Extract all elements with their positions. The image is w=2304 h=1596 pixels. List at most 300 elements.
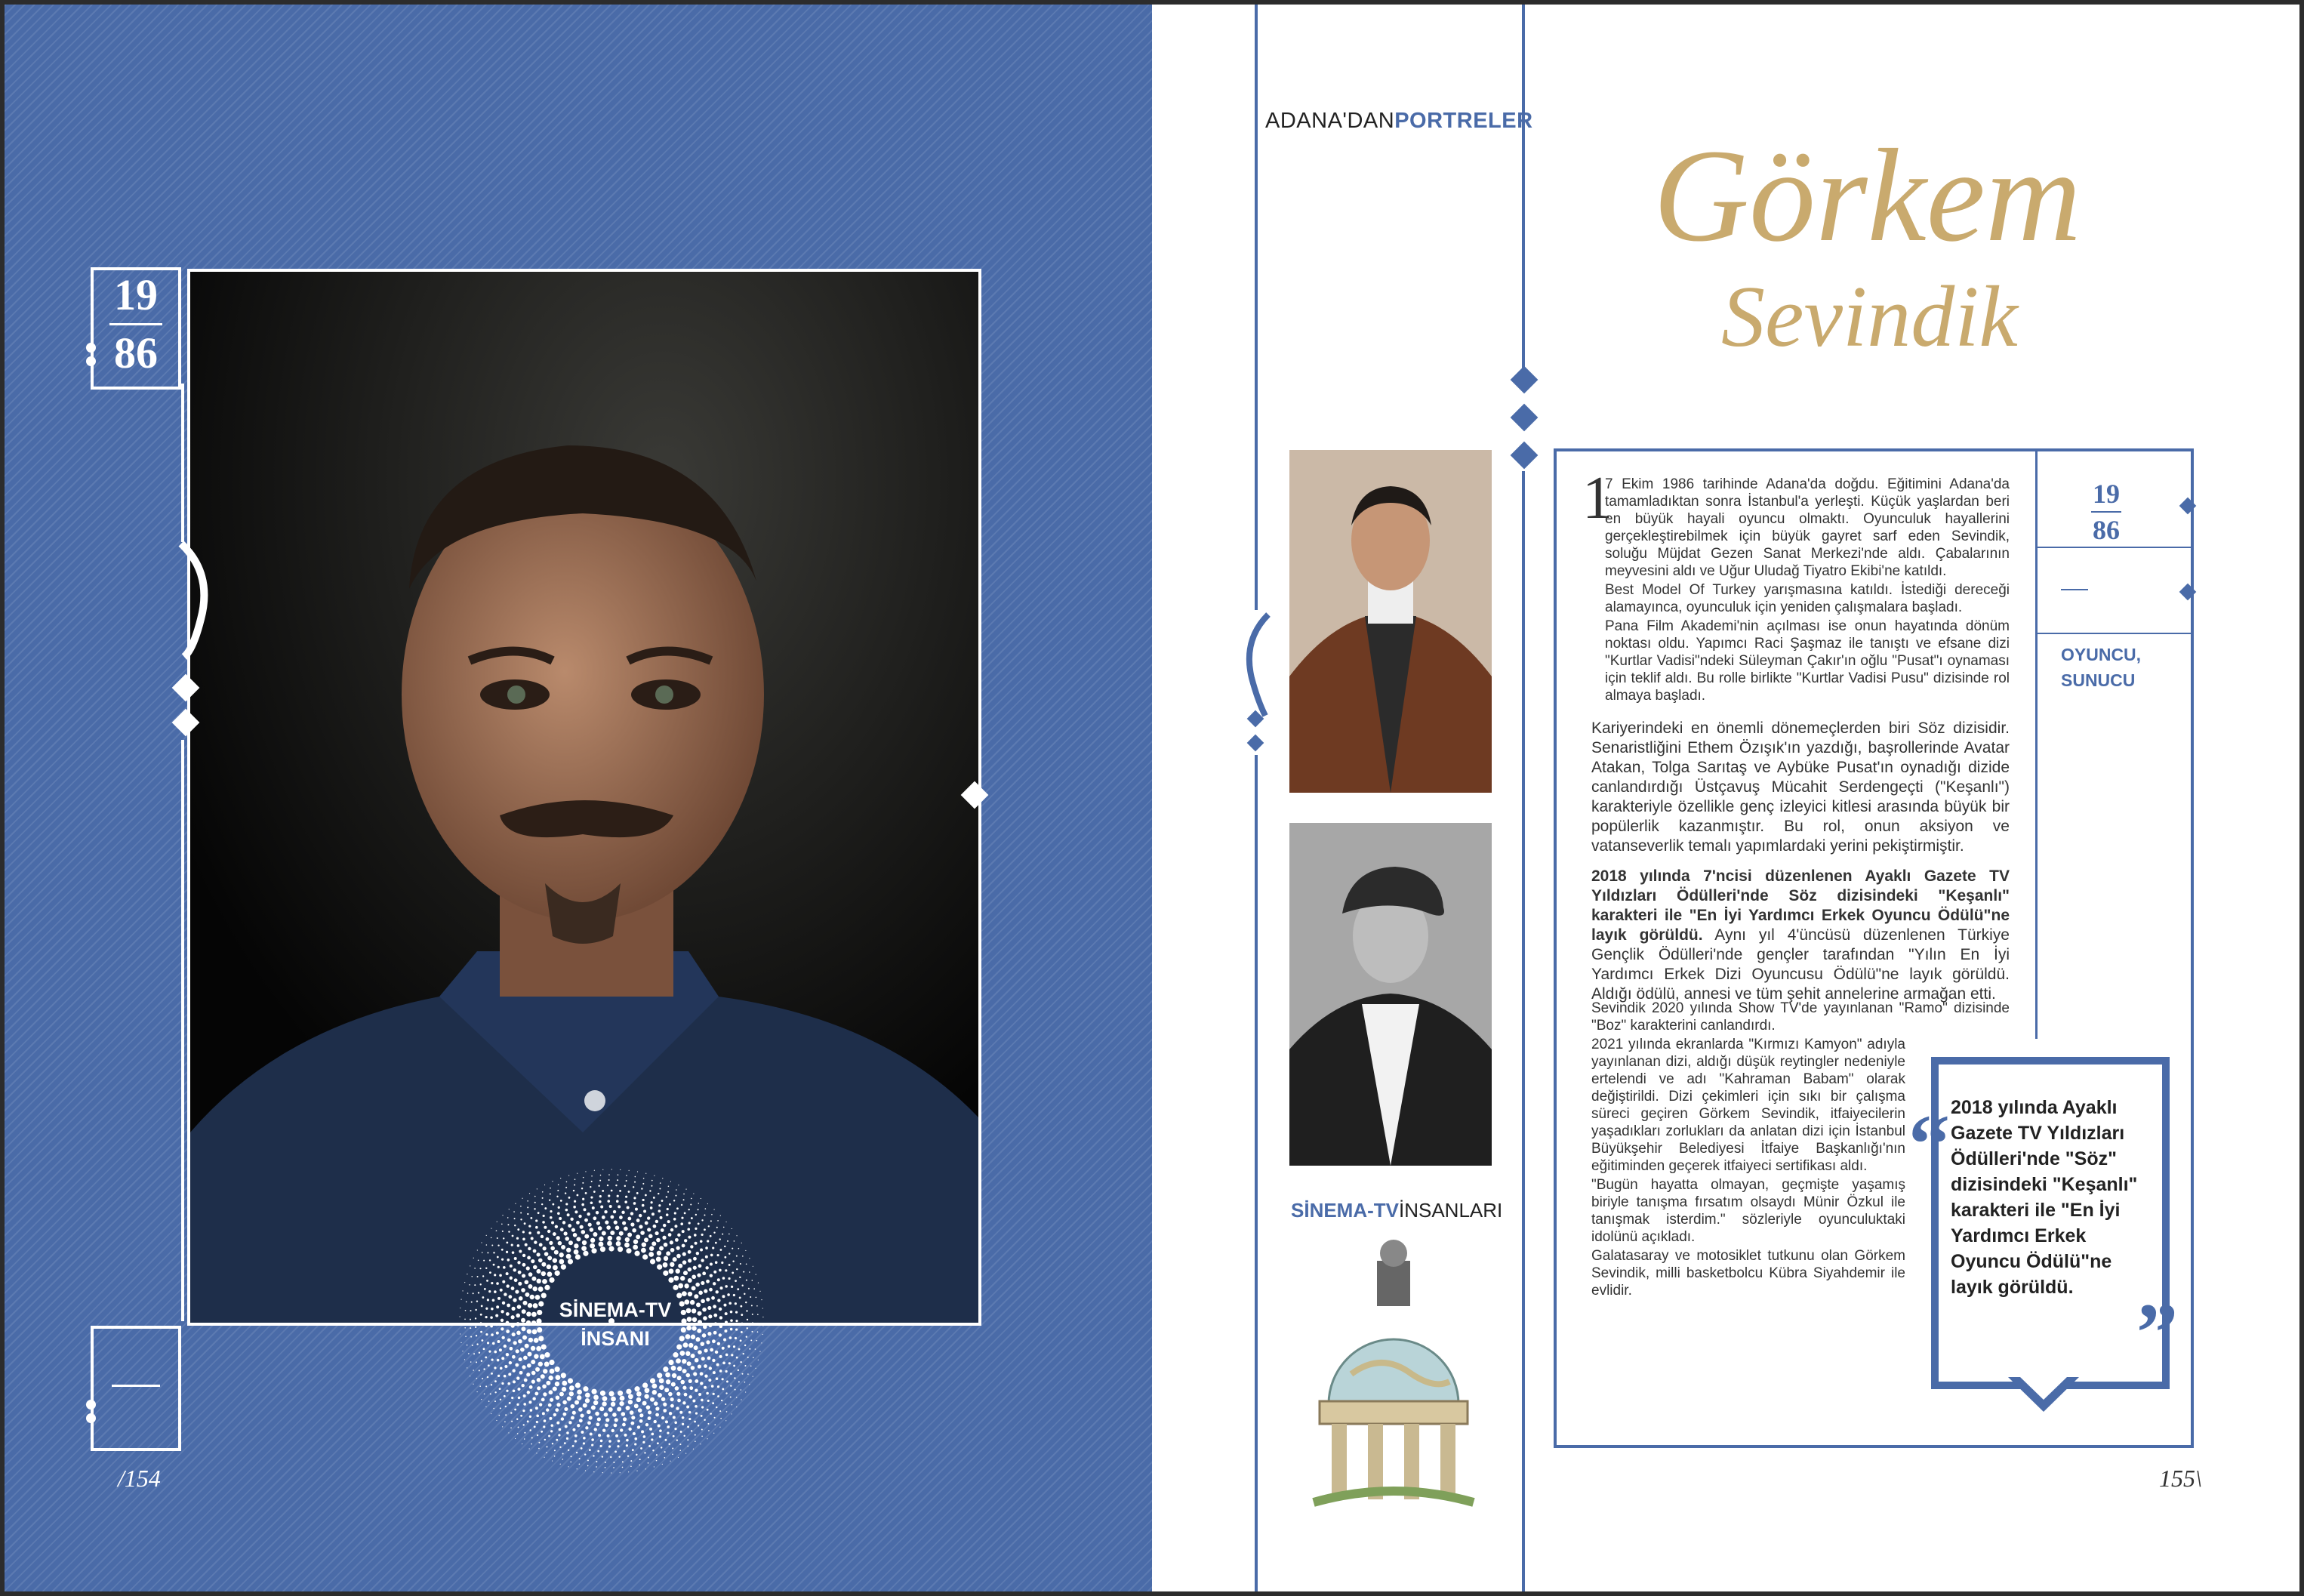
halftone-dot bbox=[577, 1173, 578, 1174]
halftone-dot bbox=[605, 1467, 606, 1468]
halftone-dot bbox=[709, 1288, 713, 1292]
halftone-dot bbox=[485, 1333, 488, 1336]
halftone-dot bbox=[577, 1395, 581, 1400]
halftone-dot bbox=[485, 1268, 487, 1269]
halftone-dot bbox=[713, 1371, 716, 1374]
halftone-dot bbox=[701, 1259, 704, 1262]
halftone-dot bbox=[562, 1387, 566, 1391]
halftone-dot bbox=[504, 1293, 507, 1296]
halftone-dot bbox=[472, 1345, 473, 1346]
halftone-dot bbox=[579, 1463, 581, 1465]
halftone-dot bbox=[626, 1180, 627, 1182]
halftone-dot bbox=[522, 1254, 525, 1257]
halftone-dot bbox=[574, 1400, 579, 1405]
halftone-dot bbox=[546, 1452, 547, 1453]
halftone-dot bbox=[572, 1445, 574, 1447]
halftone-dot bbox=[753, 1357, 754, 1358]
halftone-dot bbox=[604, 1210, 607, 1213]
halftone-dot bbox=[495, 1323, 498, 1326]
halftone-dot bbox=[479, 1352, 480, 1354]
halftone-dot bbox=[573, 1233, 578, 1237]
halftone-dot bbox=[541, 1271, 546, 1276]
halftone-dot bbox=[656, 1257, 661, 1262]
halftone-dot bbox=[589, 1449, 591, 1451]
halftone-dot bbox=[566, 1431, 569, 1434]
halftone-dot bbox=[568, 1466, 569, 1467]
halftone-dot bbox=[516, 1419, 518, 1420]
halftone-dot bbox=[666, 1251, 670, 1256]
halftone-dot bbox=[725, 1420, 726, 1421]
halftone-dot bbox=[735, 1389, 736, 1391]
halftone-dot bbox=[486, 1235, 487, 1236]
halftone-dot bbox=[720, 1286, 723, 1289]
halftone-dot bbox=[731, 1354, 733, 1356]
halftone-dot bbox=[725, 1403, 726, 1405]
halftone-dot bbox=[693, 1449, 694, 1450]
halftone-dot bbox=[672, 1373, 676, 1378]
halftone-dot bbox=[534, 1392, 538, 1396]
halftone-dot bbox=[668, 1185, 670, 1187]
halftone-dot bbox=[704, 1228, 706, 1231]
halftone-dot bbox=[634, 1251, 639, 1256]
halftone-dot bbox=[515, 1203, 516, 1204]
halftone-dot bbox=[582, 1182, 584, 1184]
halftone-dot bbox=[659, 1435, 661, 1437]
halftone-dot bbox=[524, 1438, 525, 1440]
halftone-dot bbox=[511, 1397, 513, 1399]
halftone-dot bbox=[639, 1419, 643, 1423]
halftone-dot bbox=[633, 1245, 638, 1250]
halftone-dot bbox=[585, 1393, 590, 1398]
halftone-dot bbox=[516, 1349, 519, 1353]
halftone-dot bbox=[494, 1274, 496, 1276]
halftone-dot bbox=[679, 1450, 681, 1451]
halftone-dot bbox=[511, 1421, 513, 1422]
halftone-dot bbox=[536, 1415, 539, 1418]
halftone-dot bbox=[674, 1428, 676, 1430]
halftone-dot bbox=[720, 1249, 722, 1251]
badge-line2: İNSANI bbox=[581, 1327, 650, 1350]
halftone-dot bbox=[688, 1379, 692, 1383]
halftone-dot bbox=[624, 1227, 628, 1231]
halftone-dot bbox=[565, 1203, 568, 1205]
halftone-dot bbox=[504, 1345, 507, 1348]
halftone-dot bbox=[710, 1220, 712, 1222]
ornament-curl-icon bbox=[171, 536, 216, 664]
halftone-dot bbox=[536, 1421, 538, 1423]
halftone-dot bbox=[608, 1445, 611, 1447]
halftone-dot bbox=[675, 1386, 679, 1391]
halftone-dot bbox=[673, 1416, 676, 1419]
halftone-dot bbox=[598, 1226, 602, 1231]
halftone-dot bbox=[645, 1423, 648, 1426]
halftone-dot bbox=[611, 1429, 615, 1432]
halftone-dot bbox=[616, 1236, 621, 1240]
halftone-dot bbox=[667, 1432, 669, 1434]
halftone-dot bbox=[558, 1241, 562, 1246]
halftone-dot bbox=[584, 1234, 589, 1239]
halftone-dot bbox=[639, 1465, 640, 1466]
halftone-dot bbox=[580, 1225, 584, 1229]
halftone-dot bbox=[662, 1236, 666, 1240]
halftone-dot bbox=[566, 1248, 571, 1252]
halftone-dot bbox=[668, 1233, 672, 1237]
halftone-dot bbox=[597, 1417, 601, 1421]
halftone-dot bbox=[696, 1252, 699, 1255]
halftone-dot bbox=[635, 1176, 636, 1178]
halftone-dot bbox=[478, 1292, 479, 1293]
halftone-dot bbox=[477, 1276, 479, 1277]
halftone-dot bbox=[568, 1259, 573, 1264]
halftone-dot bbox=[567, 1397, 571, 1401]
halftone-dot bbox=[608, 1391, 614, 1396]
halftone-dot bbox=[500, 1367, 503, 1370]
halftone-dot bbox=[550, 1430, 553, 1432]
dash-box bbox=[91, 1326, 181, 1451]
halftone-dot bbox=[683, 1435, 685, 1437]
halftone-dot bbox=[502, 1426, 503, 1427]
halftone-dot bbox=[744, 1382, 746, 1383]
halftone-dot bbox=[481, 1399, 482, 1400]
halftone-dot bbox=[598, 1434, 601, 1437]
halftone-dot bbox=[610, 1456, 611, 1458]
halftone-dot bbox=[614, 1221, 618, 1225]
halftone-dot bbox=[494, 1380, 497, 1382]
halftone-dot bbox=[738, 1248, 740, 1249]
halftone-dot bbox=[659, 1385, 664, 1390]
series-bold: PORTRELER bbox=[1394, 109, 1533, 133]
halftone-dot bbox=[558, 1434, 560, 1436]
column-divider bbox=[2035, 450, 2038, 1039]
halftone-dot bbox=[491, 1237, 492, 1239]
halftone-dot bbox=[715, 1242, 717, 1244]
halftone-dot bbox=[602, 1396, 608, 1401]
halftone-dot bbox=[626, 1444, 628, 1447]
halftone-dot bbox=[722, 1388, 724, 1391]
halftone-dot bbox=[657, 1373, 662, 1378]
halftone-dot bbox=[708, 1430, 710, 1431]
halftone-dot bbox=[719, 1325, 722, 1328]
halftone-dot bbox=[606, 1225, 611, 1230]
halftone-dot bbox=[725, 1269, 727, 1271]
halftone-dot bbox=[470, 1361, 472, 1363]
halftone-dot bbox=[676, 1407, 679, 1410]
halftone-dot bbox=[574, 1440, 577, 1442]
halftone-dot bbox=[542, 1221, 545, 1224]
halftone-dot bbox=[460, 1342, 461, 1343]
halftone-dot bbox=[619, 1215, 623, 1219]
halftone-dot bbox=[669, 1412, 672, 1415]
halftone-dot bbox=[501, 1327, 504, 1330]
halftone-dot bbox=[473, 1258, 474, 1259]
halftone-dot bbox=[542, 1191, 544, 1193]
halftone-dot bbox=[695, 1405, 698, 1408]
halftone-dot bbox=[682, 1401, 685, 1404]
halftone-dot bbox=[510, 1412, 512, 1413]
halftone-dot bbox=[695, 1388, 698, 1391]
halftone-dot bbox=[613, 1462, 615, 1463]
halftone-dot bbox=[755, 1348, 756, 1350]
halftone-dot bbox=[750, 1296, 751, 1298]
halftone-dot bbox=[740, 1361, 741, 1363]
halftone-dot bbox=[746, 1336, 747, 1337]
halftone-dot bbox=[611, 1402, 615, 1407]
halftone-dot bbox=[695, 1283, 700, 1287]
halftone-dot bbox=[482, 1275, 484, 1277]
halftone-dot bbox=[664, 1457, 666, 1459]
halftone-dot bbox=[486, 1244, 488, 1246]
halftone-dot bbox=[637, 1425, 640, 1428]
halftone-dot bbox=[653, 1225, 657, 1228]
halftone-dot bbox=[587, 1410, 591, 1414]
halftone-dot bbox=[636, 1219, 640, 1222]
halftone-dot bbox=[506, 1272, 509, 1275]
halftone-dot bbox=[678, 1283, 683, 1289]
halftone-dot bbox=[691, 1354, 695, 1358]
halftone-dot bbox=[482, 1252, 483, 1253]
halftone-dot bbox=[740, 1263, 741, 1265]
halftone-dot bbox=[630, 1222, 634, 1226]
halftone-dot bbox=[541, 1374, 545, 1379]
halftone-dot bbox=[559, 1392, 564, 1397]
halftone-dot bbox=[561, 1265, 566, 1270]
halftone-dot bbox=[602, 1169, 603, 1170]
halftone-dot bbox=[673, 1352, 678, 1357]
halftone-dot bbox=[497, 1237, 498, 1239]
halftone-dot bbox=[681, 1217, 683, 1219]
halftone-dot bbox=[742, 1256, 744, 1257]
halftone-dot bbox=[493, 1252, 494, 1253]
halftone-dot bbox=[747, 1373, 749, 1375]
halftone-dot bbox=[560, 1178, 561, 1179]
halftone-dot bbox=[590, 1186, 591, 1188]
halftone-dot bbox=[501, 1357, 504, 1360]
halftone-dot bbox=[616, 1200, 619, 1203]
halftone-dot bbox=[715, 1351, 718, 1354]
halftone-dot bbox=[523, 1356, 528, 1360]
sinema-bold: SİNEMA-TV bbox=[1291, 1199, 1399, 1222]
halftone-dot bbox=[687, 1228, 690, 1231]
halftone-dot bbox=[590, 1243, 595, 1249]
halftone-dot bbox=[583, 1251, 588, 1256]
halftone-dot bbox=[520, 1212, 522, 1213]
halftone-dot bbox=[506, 1353, 509, 1356]
halftone-dot bbox=[501, 1259, 504, 1261]
halftone-dot bbox=[618, 1440, 621, 1443]
halftone-dot bbox=[698, 1393, 701, 1396]
halftone-dot bbox=[743, 1271, 744, 1273]
halftone-dot bbox=[537, 1386, 541, 1390]
halftone-dot bbox=[569, 1391, 574, 1396]
halftone-dot bbox=[562, 1221, 565, 1224]
halftone-dot bbox=[523, 1424, 525, 1425]
halftone-dot bbox=[548, 1435, 550, 1437]
halftone-dot bbox=[640, 1447, 642, 1450]
halftone-dot bbox=[496, 1282, 499, 1285]
halftone-dot bbox=[654, 1466, 655, 1467]
halftone-dot bbox=[466, 1302, 467, 1303]
halftone-dot bbox=[485, 1356, 487, 1358]
halftone-dot bbox=[667, 1208, 669, 1210]
halftone-dot bbox=[480, 1314, 482, 1316]
halftone-dot bbox=[555, 1225, 558, 1228]
halftone-dot bbox=[670, 1240, 673, 1244]
halftone-dot bbox=[521, 1384, 524, 1387]
halftone-dot bbox=[560, 1464, 561, 1465]
halftone-dot bbox=[525, 1243, 528, 1246]
sinema-tv-insani-badge bbox=[521, 1296, 710, 1353]
halftone-dot bbox=[700, 1443, 701, 1444]
halftone-dot bbox=[522, 1263, 526, 1267]
halftone-dot bbox=[608, 1246, 614, 1251]
halftone-dot bbox=[756, 1297, 757, 1299]
halftone-dot bbox=[707, 1357, 711, 1360]
halftone-dot bbox=[544, 1207, 547, 1209]
halftone-dot bbox=[685, 1188, 686, 1189]
halftone-dot bbox=[669, 1268, 674, 1274]
halftone-dot bbox=[747, 1319, 748, 1320]
halftone-dot bbox=[529, 1429, 531, 1431]
halftone-dot bbox=[508, 1295, 512, 1299]
halftone-dot bbox=[482, 1378, 483, 1379]
halftone-dot bbox=[716, 1227, 718, 1228]
halftone-dot bbox=[641, 1188, 642, 1189]
halftone-dot bbox=[580, 1413, 584, 1417]
halftone-dot bbox=[544, 1362, 550, 1367]
halftone-dot bbox=[527, 1200, 528, 1202]
photo-flat-cap bbox=[1289, 823, 1492, 1166]
halftone-dot bbox=[587, 1465, 589, 1467]
halftone-dot bbox=[660, 1216, 663, 1219]
halftone-dot bbox=[626, 1439, 629, 1442]
halftone-dot bbox=[721, 1400, 722, 1401]
halftone-dot bbox=[620, 1396, 625, 1401]
halftone-dot bbox=[541, 1262, 546, 1267]
halftone-dot bbox=[695, 1412, 698, 1414]
ornament-dot bbox=[86, 343, 96, 353]
halftone-dot bbox=[473, 1370, 474, 1371]
halftone-dot bbox=[666, 1196, 667, 1197]
halftone-dot bbox=[670, 1181, 671, 1182]
year-divider bbox=[109, 323, 162, 325]
halftone-dot bbox=[573, 1190, 574, 1191]
halftone-dot bbox=[675, 1195, 676, 1197]
halftone-dot bbox=[698, 1425, 699, 1426]
halftone-dot bbox=[494, 1290, 497, 1293]
halftone-dot bbox=[650, 1378, 655, 1383]
halftone-dot bbox=[639, 1413, 643, 1417]
halftone-dot bbox=[514, 1409, 516, 1411]
halftone-dot bbox=[725, 1321, 728, 1324]
halftone-dot bbox=[594, 1428, 597, 1431]
halftone-dot bbox=[630, 1465, 632, 1467]
halftone-dot bbox=[682, 1230, 685, 1233]
halftone-dot bbox=[553, 1413, 556, 1416]
halftone-dot bbox=[467, 1293, 469, 1294]
halftone-dot bbox=[555, 1382, 559, 1386]
halftone-dot bbox=[476, 1378, 478, 1379]
halftone-dot bbox=[544, 1352, 550, 1357]
halftone-dot bbox=[565, 1187, 567, 1188]
halftone-dot bbox=[542, 1197, 544, 1199]
halftone-dot bbox=[547, 1446, 548, 1447]
halftone-dot bbox=[517, 1261, 520, 1264]
halftone-dot bbox=[670, 1397, 674, 1401]
halftone-dot bbox=[470, 1327, 471, 1329]
halftone-dot bbox=[685, 1453, 686, 1454]
halftone-dot bbox=[471, 1276, 473, 1277]
halftone-dot bbox=[574, 1200, 576, 1203]
halftone-dot bbox=[618, 1205, 621, 1208]
halftone-dot bbox=[508, 1432, 509, 1433]
halftone-dot bbox=[583, 1403, 587, 1408]
halftone-dot bbox=[713, 1393, 715, 1395]
halftone-dot bbox=[710, 1274, 713, 1277]
halftone-dot bbox=[684, 1212, 686, 1214]
halftone-dot bbox=[747, 1327, 748, 1329]
halftone-dot bbox=[613, 1210, 616, 1213]
halftone-dot bbox=[493, 1408, 494, 1410]
halftone-dot bbox=[688, 1209, 689, 1210]
halftone-dot bbox=[706, 1280, 710, 1283]
halftone-dot bbox=[693, 1193, 694, 1194]
halftone-dot bbox=[568, 1197, 571, 1199]
halftone-dot bbox=[671, 1382, 676, 1387]
halftone-dot bbox=[605, 1221, 608, 1225]
halftone-dot bbox=[676, 1392, 680, 1396]
halftone-dot bbox=[692, 1400, 695, 1403]
halftone-dot bbox=[735, 1280, 737, 1282]
halftone-dot bbox=[531, 1380, 535, 1384]
halftone-dot bbox=[487, 1342, 489, 1344]
halftone-dot bbox=[745, 1391, 746, 1392]
pull-quote-pointer bbox=[2008, 1377, 2079, 1415]
halftone-dot bbox=[480, 1322, 482, 1324]
halftone-dot bbox=[596, 1466, 597, 1468]
halftone-dot bbox=[752, 1322, 753, 1323]
halftone-dot bbox=[512, 1333, 516, 1336]
halftone-dot bbox=[600, 1246, 605, 1252]
halftone-dot bbox=[687, 1361, 692, 1366]
halftone-dot bbox=[611, 1397, 616, 1402]
halftone-dot bbox=[636, 1454, 637, 1456]
halftone-dot bbox=[642, 1242, 646, 1246]
halftone-dot bbox=[608, 1179, 610, 1181]
halftone-dot bbox=[709, 1366, 712, 1370]
ornament-dot bbox=[86, 1413, 96, 1423]
halftone-dot bbox=[574, 1179, 576, 1180]
halftone-dot bbox=[513, 1268, 516, 1271]
halftone-dot bbox=[701, 1436, 703, 1437]
halftone-dot bbox=[522, 1365, 525, 1369]
halftone-dot bbox=[712, 1339, 716, 1343]
halftone-dot bbox=[496, 1420, 497, 1421]
halftone-dot bbox=[730, 1373, 732, 1375]
halftone-dot bbox=[565, 1425, 568, 1428]
halftone-dot bbox=[583, 1177, 584, 1179]
halftone-dot bbox=[556, 1236, 560, 1240]
halftone-dot bbox=[500, 1399, 501, 1400]
halftone-dot bbox=[579, 1458, 581, 1459]
halftone-dot bbox=[593, 1191, 596, 1193]
halftone-dot bbox=[694, 1421, 696, 1423]
side-rule bbox=[2035, 633, 2191, 634]
halftone-dot bbox=[497, 1375, 500, 1377]
halftone-dot bbox=[716, 1363, 719, 1366]
halftone-dot bbox=[627, 1233, 632, 1237]
halftone-dot bbox=[475, 1309, 476, 1311]
halftone-dot bbox=[484, 1288, 486, 1290]
